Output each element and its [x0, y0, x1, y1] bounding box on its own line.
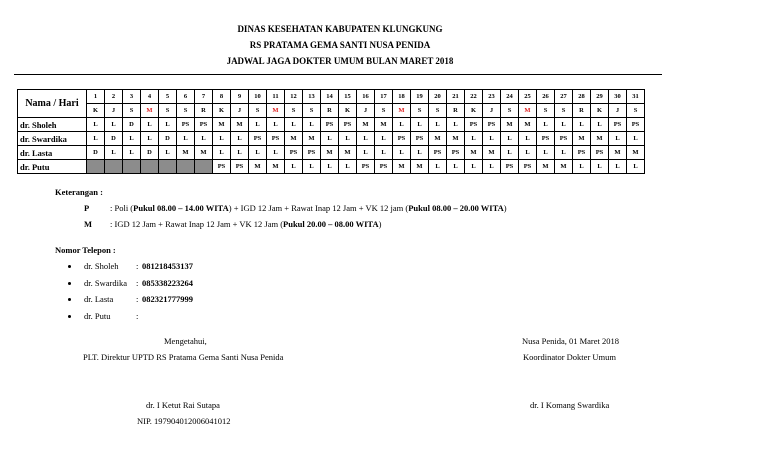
legend-m-key: M: [84, 219, 93, 229]
schedule-table: [17, 89, 645, 174]
sign-left-known: Mengetahui,: [164, 336, 207, 346]
sign-right-name: dr. I Komang Swardika: [530, 400, 610, 410]
date-header: 21: [447, 90, 465, 104]
shift-cell: M: [285, 132, 303, 146]
shift-cell: L: [87, 132, 105, 146]
date-header: 5: [159, 90, 177, 104]
shift-cell: L: [627, 160, 645, 174]
weekday-header: J: [483, 104, 501, 118]
shift-cell: L: [609, 132, 627, 146]
shift-cell: PS: [177, 118, 195, 132]
date-header: 4: [141, 90, 159, 104]
shift-cell: PS: [195, 118, 213, 132]
shift-cell: L: [357, 146, 375, 160]
shift-cell: PS: [375, 160, 393, 174]
shift-cell: M: [249, 160, 267, 174]
bullet-icon: [68, 265, 71, 268]
date-header: 18: [393, 90, 411, 104]
shift-cell: L: [249, 146, 267, 160]
weekday-header: J: [609, 104, 627, 118]
shift-cell: L: [303, 118, 321, 132]
shift-cell: M: [177, 146, 195, 160]
doctor-name: dr. Lasta: [18, 146, 87, 160]
date-header: 30: [609, 90, 627, 104]
date-header: 8: [213, 90, 231, 104]
date-header: 16: [357, 90, 375, 104]
shift-cell: L: [105, 146, 123, 160]
shift-cell: [177, 160, 195, 174]
shift-cell: L: [321, 132, 339, 146]
header-line-3: JADWAL JAGA DOKTER UMUM BULAN MARET 2018: [226, 56, 454, 66]
date-header: 31: [627, 90, 645, 104]
weekday-header: K: [213, 104, 231, 118]
weekday-header: R: [447, 104, 465, 118]
legend-p-text: : Poli (Pukul 08.00 – 14.00 WITA) + IGD 12 Jam + Rawat Inap 12 Jam + VK 12 jam (Pukul 08.00 – 20.00 WITA): [110, 203, 507, 213]
phone-number-3: 082321777999: [142, 294, 193, 304]
shift-cell: D: [123, 118, 141, 132]
bullet-icon: [68, 315, 71, 318]
phone-name-2: dr. Swardika: [84, 278, 127, 288]
shift-cell: M: [573, 132, 591, 146]
shift-cell: M: [321, 146, 339, 160]
weekday-header: R: [321, 104, 339, 118]
date-header: 17: [375, 90, 393, 104]
weekday-header: S: [375, 104, 393, 118]
shift-cell: L: [87, 118, 105, 132]
shift-cell: M: [447, 132, 465, 146]
legend-p-key: P: [84, 203, 90, 213]
shift-cell: L: [159, 146, 177, 160]
bullet-icon: [68, 282, 71, 285]
shift-cell: PS: [303, 146, 321, 160]
shift-cell: L: [159, 118, 177, 132]
shift-cell: PS: [411, 132, 429, 146]
weekday-header: S: [249, 104, 267, 118]
sign-right-date: Nusa Penida, 01 Maret 2018: [522, 336, 620, 346]
shift-cell: PS: [609, 118, 627, 132]
shift-cell: D: [141, 146, 159, 160]
shift-cell: L: [105, 118, 123, 132]
corner-label: Nama / Hari: [18, 90, 87, 118]
date-header: 7: [195, 90, 213, 104]
shift-cell: L: [393, 146, 411, 160]
phone-number-2: 085338223264: [142, 278, 193, 288]
shift-cell: L: [573, 118, 591, 132]
weekdays-row: [18, 104, 645, 118]
weekday-header: S: [123, 104, 141, 118]
shift-cell: [123, 160, 141, 174]
shift-cell: L: [357, 132, 375, 146]
shift-cell: L: [213, 132, 231, 146]
shift-cell: L: [465, 160, 483, 174]
phone-name-4: dr. Putu: [84, 311, 111, 321]
shift-cell: L: [483, 160, 501, 174]
shift-cell: L: [123, 146, 141, 160]
shift-cell: PS: [393, 132, 411, 146]
shift-cell: D: [87, 146, 105, 160]
shift-cell: L: [591, 160, 609, 174]
sign-left-nip: NIP. 197904012006041012: [137, 416, 231, 426]
shift-cell: PS: [573, 146, 591, 160]
shift-cell: L: [375, 132, 393, 146]
shift-cell: M: [213, 118, 231, 132]
shift-cell: PS: [501, 160, 519, 174]
shift-cell: [87, 160, 105, 174]
doctor-row: [18, 132, 645, 146]
date-header: 1: [87, 90, 105, 104]
shift-cell: PS: [537, 132, 555, 146]
weekday-header: S: [627, 104, 645, 118]
doctor-name: dr. Sholeh: [18, 118, 87, 132]
shift-cell: M: [465, 146, 483, 160]
weekday-header: M: [519, 104, 537, 118]
shift-cell: L: [465, 132, 483, 146]
shift-cell: M: [375, 118, 393, 132]
shift-cell: M: [393, 160, 411, 174]
shift-cell: L: [519, 146, 537, 160]
shift-cell: PS: [591, 146, 609, 160]
shift-cell: L: [555, 118, 573, 132]
shift-cell: PS: [429, 146, 447, 160]
shift-cell: PS: [231, 160, 249, 174]
weekday-header: K: [465, 104, 483, 118]
weekday-header: J: [231, 104, 249, 118]
doctor-row: [18, 118, 645, 132]
shift-cell: L: [321, 160, 339, 174]
sign-left-name: dr. I Ketut Rai Sutapa: [146, 400, 220, 410]
shift-cell: L: [267, 118, 285, 132]
shift-cell: L: [393, 118, 411, 132]
weekday-header: K: [591, 104, 609, 118]
shift-cell: PS: [249, 132, 267, 146]
sign-left-title: PLT. Direktur UPTD RS Pratama Gema Santi Nusa Penida: [83, 352, 284, 362]
shift-cell: M: [591, 132, 609, 146]
doctor-row: [18, 160, 645, 174]
shift-cell: M: [303, 132, 321, 146]
date-header: 3: [123, 90, 141, 104]
date-header: 23: [483, 90, 501, 104]
shift-cell: L: [447, 118, 465, 132]
weekday-header: R: [195, 104, 213, 118]
weekday-header: M: [267, 104, 285, 118]
shift-cell: L: [249, 118, 267, 132]
date-header: 19: [411, 90, 429, 104]
phone-colon-3: :: [136, 294, 139, 304]
shift-cell: M: [627, 146, 645, 160]
legend-m-text: : IGD 12 Jam + Rawat Inap 12 Jam + VK 12 Jam (Pukul 20.00 – 08.00 WITA): [110, 219, 382, 229]
date-header: 26: [537, 90, 555, 104]
shift-cell: L: [609, 160, 627, 174]
phone-colon-1: :: [136, 261, 139, 271]
shift-cell: L: [411, 118, 429, 132]
header-line-2: RS PRATAMA GEMA SANTI NUSA PENIDA: [249, 40, 431, 50]
doctor-name: dr. Putu: [18, 160, 87, 174]
date-header: 22: [465, 90, 483, 104]
date-header: 15: [339, 90, 357, 104]
date-header: 29: [591, 90, 609, 104]
shift-cell: L: [447, 160, 465, 174]
shift-cell: PS: [213, 160, 231, 174]
shift-cell: L: [537, 146, 555, 160]
sign-right-title: Koordinator Dokter Umum: [523, 352, 617, 362]
shift-cell: L: [195, 132, 213, 146]
shift-cell: L: [483, 132, 501, 146]
date-header: 10: [249, 90, 267, 104]
shift-cell: M: [429, 132, 447, 146]
shift-cell: M: [609, 146, 627, 160]
shift-cell: D: [159, 132, 177, 146]
weekday-header: J: [105, 104, 123, 118]
schedule-body: [18, 118, 645, 174]
date-header: 13: [303, 90, 321, 104]
weekday-header: S: [285, 104, 303, 118]
shift-cell: PS: [339, 118, 357, 132]
shift-cell: L: [285, 118, 303, 132]
weekday-header: S: [159, 104, 177, 118]
date-header: 27: [555, 90, 573, 104]
shift-cell: [105, 160, 123, 174]
shift-cell: PS: [483, 118, 501, 132]
shift-cell: L: [573, 160, 591, 174]
shift-cell: M: [519, 118, 537, 132]
header-line-1: DINAS KESEHATAN KABUPATEN KLUNGKUNG: [237, 24, 443, 34]
shift-cell: M: [267, 160, 285, 174]
shift-cell: PS: [357, 160, 375, 174]
date-header: 9: [231, 90, 249, 104]
weekday-header: S: [303, 104, 321, 118]
weekday-header: S: [555, 104, 573, 118]
shift-cell: L: [501, 132, 519, 146]
shift-cell: [159, 160, 177, 174]
shift-cell: L: [141, 132, 159, 146]
shift-cell: M: [411, 160, 429, 174]
shift-cell: M: [483, 146, 501, 160]
date-header: 24: [501, 90, 519, 104]
shift-cell: PS: [447, 146, 465, 160]
weekday-header: S: [411, 104, 429, 118]
shift-cell: PS: [555, 132, 573, 146]
shift-cell: M: [195, 146, 213, 160]
date-header: 20: [429, 90, 447, 104]
phone-name-1: dr. Sholeh: [84, 261, 119, 271]
shift-cell: PS: [267, 132, 285, 146]
weekday-header: M: [141, 104, 159, 118]
shift-cell: L: [177, 132, 195, 146]
date-header: 6: [177, 90, 195, 104]
date-header: 25: [519, 90, 537, 104]
shift-cell: L: [303, 160, 321, 174]
weekday-header: K: [339, 104, 357, 118]
shift-cell: M: [339, 146, 357, 160]
weekday-header: S: [177, 104, 195, 118]
shift-cell: L: [123, 132, 141, 146]
shift-cell: L: [555, 146, 573, 160]
shift-cell: L: [519, 132, 537, 146]
shift-cell: L: [429, 118, 447, 132]
shift-cell: L: [429, 160, 447, 174]
weekday-header: S: [429, 104, 447, 118]
keterangan-title: Keterangan :: [55, 187, 103, 197]
shift-cell: L: [141, 118, 159, 132]
shift-cell: L: [213, 146, 231, 160]
phone-name-3: dr. Lasta: [84, 294, 114, 304]
shift-cell: [141, 160, 159, 174]
shift-cell: L: [537, 118, 555, 132]
shift-cell: PS: [321, 118, 339, 132]
shift-cell: [195, 160, 213, 174]
shift-cell: M: [537, 160, 555, 174]
shift-cell: PS: [465, 118, 483, 132]
shift-cell: L: [591, 118, 609, 132]
shift-cell: L: [231, 132, 249, 146]
phone-colon-4: :: [136, 311, 139, 321]
header-divider: [14, 74, 662, 75]
date-header: 2: [105, 90, 123, 104]
shift-cell: L: [267, 146, 285, 160]
shift-cell: M: [555, 160, 573, 174]
doctor-name: dr. Swardika: [18, 132, 87, 146]
date-header: 12: [285, 90, 303, 104]
shift-cell: PS: [519, 160, 537, 174]
shift-cell: L: [231, 146, 249, 160]
bullet-icon: [68, 298, 71, 301]
date-header: 11: [267, 90, 285, 104]
shift-cell: L: [501, 146, 519, 160]
dates-row: [18, 90, 645, 104]
shift-cell: L: [375, 146, 393, 160]
doctor-row: [18, 146, 645, 160]
shift-cell: M: [501, 118, 519, 132]
phones-title: Nomor Telepon :: [55, 245, 116, 255]
weekday-header: R: [573, 104, 591, 118]
shift-cell: L: [411, 146, 429, 160]
shift-cell: L: [339, 160, 357, 174]
shift-cell: L: [339, 132, 357, 146]
phone-colon-2: :: [136, 278, 139, 288]
weekday-header: S: [537, 104, 555, 118]
phone-number-1: 081218453137: [142, 261, 193, 271]
shift-cell: M: [231, 118, 249, 132]
shift-cell: PS: [627, 118, 645, 132]
shift-cell: PS: [285, 146, 303, 160]
weekday-header: M: [393, 104, 411, 118]
shift-cell: L: [627, 132, 645, 146]
weekday-header: S: [501, 104, 519, 118]
date-header: 28: [573, 90, 591, 104]
shift-cell: M: [357, 118, 375, 132]
shift-cell: L: [285, 160, 303, 174]
weekday-header: K: [87, 104, 105, 118]
shift-cell: D: [105, 132, 123, 146]
weekday-header: J: [357, 104, 375, 118]
date-header: 14: [321, 90, 339, 104]
